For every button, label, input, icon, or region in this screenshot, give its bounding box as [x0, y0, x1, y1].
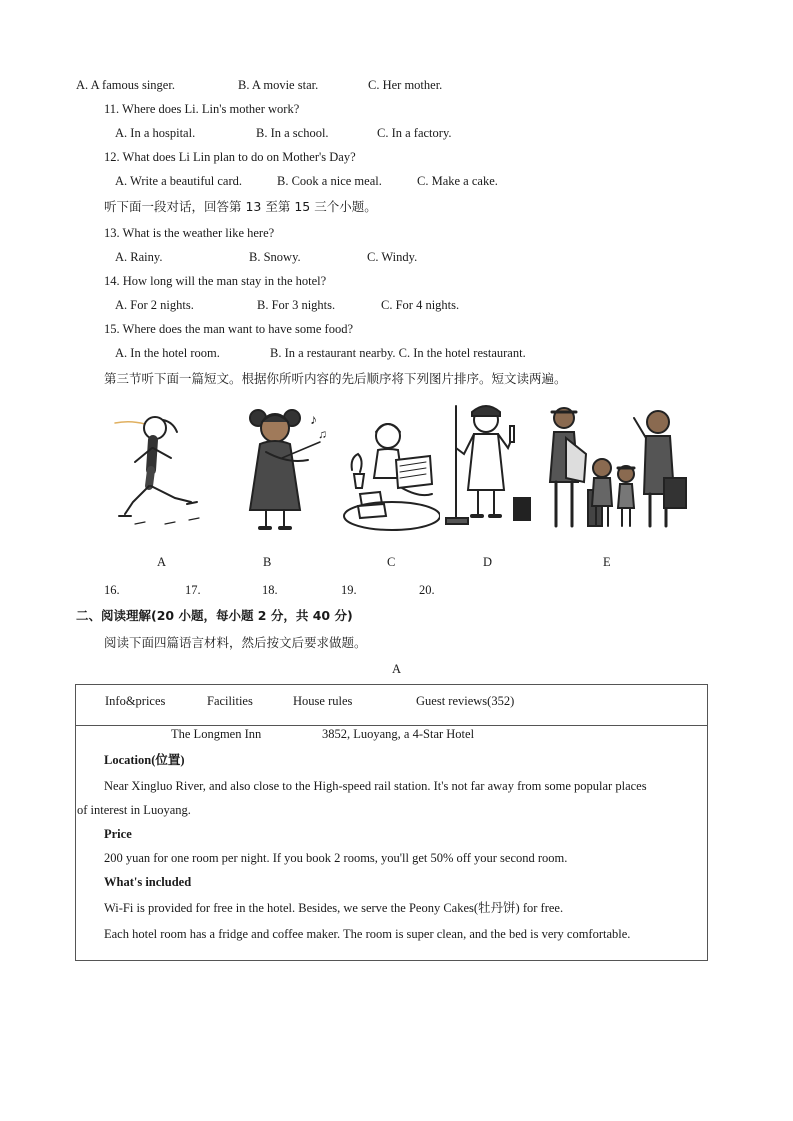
q11-option-b: B. In a school.: [256, 126, 329, 140]
q12-option-c: C. Make a cake.: [417, 174, 498, 188]
picture-label-c: C: [387, 555, 396, 569]
included-text-line2: Each hotel room has a fridge and coffee maker. The room is super clean, and the bed is very comfortable.: [104, 927, 631, 941]
picture-d-cleaning-girl: [438, 398, 538, 538]
price-heading: Price: [104, 827, 132, 841]
tab-house-rules[interactable]: House rules: [293, 694, 353, 708]
tab-info-prices[interactable]: Info&prices: [105, 694, 166, 708]
answer-blank-18: 18.: [262, 583, 278, 597]
svg-text:♫: ♫: [318, 427, 327, 441]
passage-label: A: [392, 662, 402, 676]
answer-blank-20: 20.: [419, 583, 435, 597]
q10-option-c: C. Her mother.: [368, 78, 443, 92]
picture-b-violin-girl: [230, 398, 330, 538]
picture-label-a: A: [157, 555, 167, 569]
answer-blank-16: 16.: [104, 583, 120, 597]
picture-row: [100, 398, 700, 543]
q13-option-b: B. Snowy.: [249, 250, 301, 264]
q15-option-a: A. In the hotel room.: [115, 346, 220, 360]
q12-option-b: B. Cook a nice meal.: [277, 174, 382, 188]
q10-option-b: B. A movie star.: [238, 78, 319, 92]
q15-question: 15. Where does the man want to have some food?: [104, 322, 353, 336]
q12-option-a: A. Write a beautiful card.: [115, 174, 242, 188]
section3-instruction: 第三节听下面一篇短文。根据你所听内容的先后顺序将下列图片排序。短文读两遍。: [104, 371, 567, 386]
tab-guest-reviews[interactable]: Guest reviews(352): [416, 694, 515, 708]
q14-option-a: A. For 2 nights.: [115, 298, 194, 312]
price-text: 200 yuan for one room per night. If you book 2 rooms, you'll get 50% off your second room.: [104, 851, 568, 865]
q10-option-a: A. A famous singer.: [76, 78, 175, 92]
q14-option-c: C. For 4 nights.: [381, 298, 460, 312]
q11-option-a: A. In a hospital.: [115, 126, 196, 140]
svg-text:♪: ♪: [310, 413, 317, 428]
picture-label-d: D: [483, 555, 493, 569]
included-heading: What's included: [104, 875, 192, 889]
part2-instruction: 阅读下面四篇语言材料，然后按文后要求做题。: [104, 635, 367, 650]
q13-option-a: A. Rainy.: [115, 250, 163, 264]
location-text-line1: Near Xingluo River, and also close to the High-speed rail station. It's not far away from some popular places: [104, 779, 647, 793]
included-text-line1: Wi-Fi is provided for free in the hotel. Besides, we serve the Peony Cakes(牡丹饼) for free.: [104, 901, 564, 915]
q11-option-c: C. In a factory.: [377, 126, 452, 140]
tab-facilities[interactable]: Facilities: [207, 694, 253, 708]
part2-heading: 二、阅读理解(20 小题，每小题 2 分，共 40 分): [76, 608, 353, 623]
answer-blank-19: 19.: [341, 583, 357, 597]
hotel-name: The Longmen Inn: [171, 727, 262, 741]
picture-a-running-girl: [105, 398, 205, 538]
q13-question: 13. What is the weather like here?: [104, 226, 275, 240]
q13-option-c: C. Windy.: [367, 250, 418, 264]
q14-question: 14. How long will the man stay in the hotel?: [104, 274, 327, 288]
hotel-info-box: [75, 684, 708, 961]
dialog-instruction: 听下面一段对话，回答第 13 至第 15 三个小题。: [104, 199, 377, 214]
q11-question: 11. Where does Li. Lin's mother work?: [104, 102, 300, 116]
picture-e-family-travel: [540, 398, 690, 538]
picture-label-b: B: [263, 555, 272, 569]
q15-option-bc: B. In a restaurant nearby. C. In the hotel restaurant.: [270, 346, 526, 360]
location-heading: Location(位置): [104, 753, 185, 767]
hotel-meta: 3852, Luoyang, a 4-Star Hotel: [322, 727, 475, 741]
picture-c-reading-girl: [340, 398, 440, 538]
q12-question: 12. What does Li Lin plan to do on Mother's Day?: [104, 150, 356, 164]
answer-blank-17: 17.: [185, 583, 201, 597]
location-text-line2: of interest in Luoyang.: [77, 803, 191, 817]
q14-option-b: B. For 3 nights.: [257, 298, 336, 312]
hotel-tab-bar: [76, 685, 707, 726]
picture-label-e: E: [603, 555, 611, 569]
